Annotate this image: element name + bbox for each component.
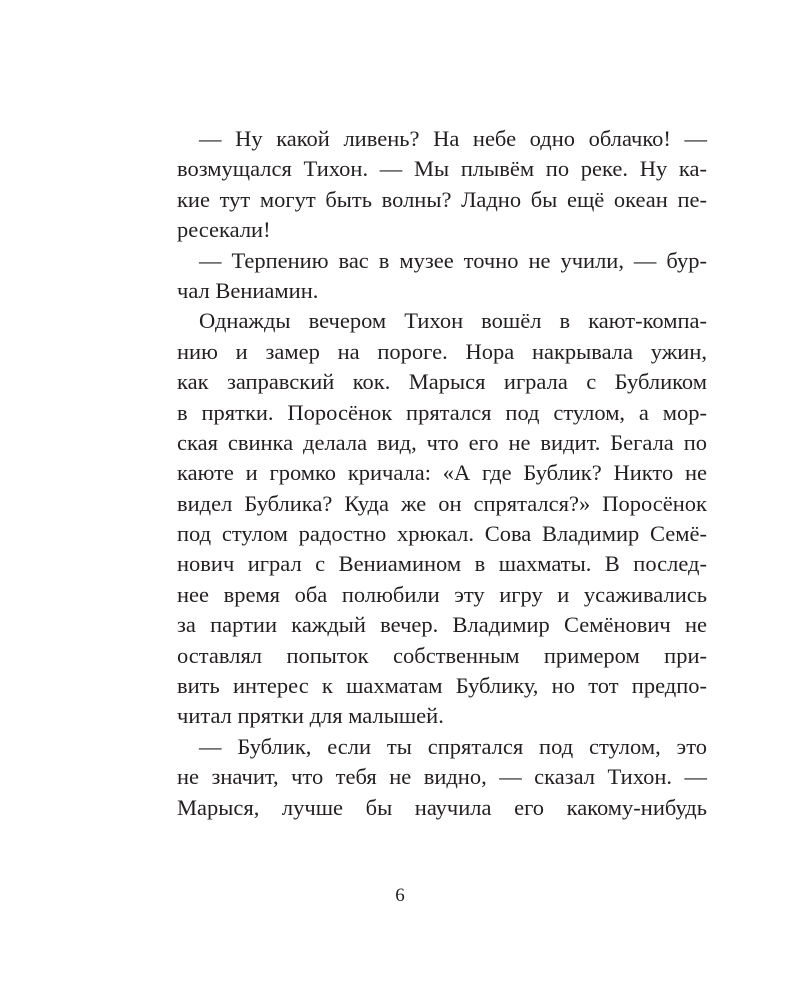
text-line: нее время оба полюбили эту игру и усаживались	[177, 581, 707, 607]
text-line: — Ну какой ливень? На небе одно облачко! —	[199, 126, 707, 151]
text-line: в прятки. Поросёнок прятался под стулом, а мор-	[177, 399, 707, 425]
text-line: не значит, что тебя не видно, — сказал Тихон. —	[177, 764, 707, 790]
text-line: за партии каждый вечер. Владимир Семёнович не	[177, 612, 707, 638]
text-line: под стулом радостно хрюкал. Сова Владимир Семё-	[177, 521, 707, 547]
text-line: каюте и громко кричала: «А где Бублик? Никто не	[177, 460, 707, 486]
text-line: вить интерес к шахматам Бублику, но тот предпо-	[177, 673, 707, 699]
text-line: оставлял попыток собственным примером при-	[177, 642, 707, 668]
body-text	[177, 124, 707, 823]
text-line: ресекали!	[177, 217, 271, 243]
text-line: видел Бублика? Куда же он спрятался?» Поросёнок	[177, 490, 707, 516]
text-line: кие тут могут быть волны? Ладно бы ещё океан пе-	[177, 186, 707, 212]
text-line: возмущался Тихон. — Мы плывём по реке. Ну ка-	[177, 156, 707, 182]
text-line: — Терпению вас в музее точно не учили, — бур-	[199, 247, 707, 273]
text-line: Однажды вечером Тихон вошёл в кают-компа-	[199, 308, 707, 334]
text-line: как заправский кок. Марыся играла с Бубликом	[177, 369, 707, 395]
page-number: 6	[395, 885, 405, 906]
text-line: нию и замер на пороге. Нора накрывала ужин,	[177, 338, 707, 364]
text-line: нович играл с Вениамином в шахматы. В послед-	[177, 551, 707, 577]
text-line: Марыся, лучше бы научила его какому-нибудь	[177, 794, 707, 820]
text-line: — Бублик, если ты спрятался под стулом, это	[199, 733, 707, 759]
text-line: читал прятки для малышей.	[177, 703, 444, 729]
text-line: чал Вениамин.	[177, 277, 319, 303]
text-line: ская свинка делала вид, что его не видит. Бегала по	[177, 429, 707, 455]
